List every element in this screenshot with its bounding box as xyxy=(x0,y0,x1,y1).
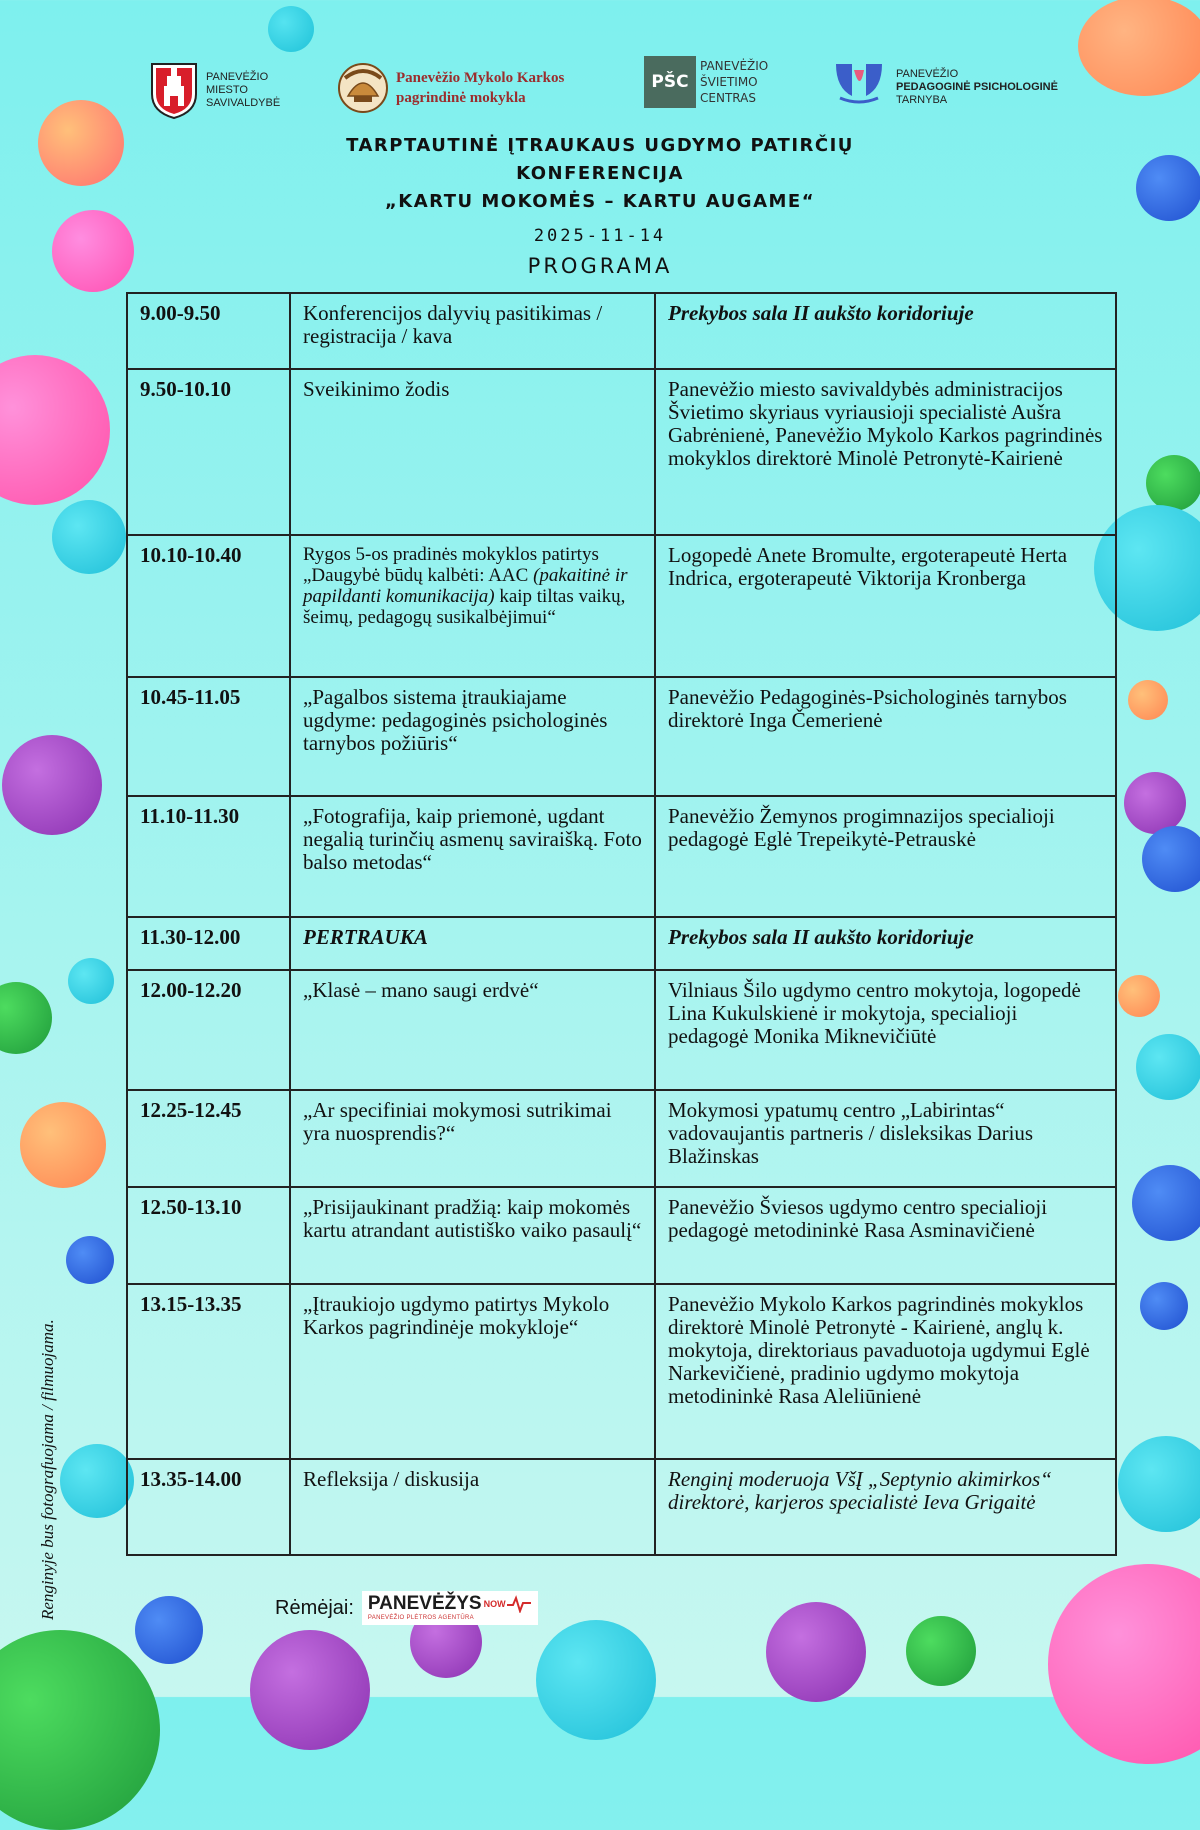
topic-part-italic: (pakaitinė ir papildanti komunikacija) xyxy=(303,565,628,607)
psc-abbr: PŠC xyxy=(651,72,689,92)
bubble xyxy=(1146,455,1200,511)
school-logo-line1: Panevėžio Mykolo Karkos xyxy=(396,70,565,86)
sponsor-now: NOW xyxy=(483,1599,506,1609)
row-topic: Konferencijos dalyvių pasitikimas / registracija / kava xyxy=(290,293,655,369)
table-row xyxy=(127,369,1116,535)
table-row xyxy=(127,293,1116,369)
row-speaker: Panevėžio Žemynos progimnazijos specialioji pedagogė Eglė Trepeikytė-Petrauskė xyxy=(655,796,1116,917)
logos-row xyxy=(0,52,1200,122)
program-heading: PROGRAMA xyxy=(527,254,673,278)
sponsors-label: Rėmėjai: xyxy=(275,1596,354,1619)
education-logo-line1: PANEVĖŽIO xyxy=(700,59,769,73)
bubble xyxy=(250,1630,370,1750)
row-speaker: Prekybos sala II aukšto koridoriuje xyxy=(655,917,1116,970)
row-topic: PERTRAUKA xyxy=(290,917,655,970)
row-time: 11.30-12.00 xyxy=(127,917,290,970)
sponsors xyxy=(275,1591,538,1625)
table-row xyxy=(127,796,1116,917)
row-speaker: Panevėžio Pedagoginės-Psichologinės tarnybos direktorė Inga Čemerienė xyxy=(655,677,1116,796)
table-row xyxy=(127,1459,1116,1555)
row-time: 10.10-10.40 xyxy=(127,535,290,677)
row-topic: Sveikinimo žodis xyxy=(290,369,655,535)
table-row xyxy=(127,535,1116,677)
table-row xyxy=(127,1284,1116,1459)
bubble xyxy=(20,1102,106,1188)
row-time: 13.35-14.00 xyxy=(127,1459,290,1555)
bubble xyxy=(268,6,314,52)
row-topic: „Prisijaukinant pradžią: kaip mokomės kartu atrandant autistiško vaiko pasaulį“ xyxy=(290,1187,655,1284)
education-logo-line3: CENTRAS xyxy=(700,91,756,105)
row-time: 9.00-9.50 xyxy=(127,293,290,369)
city-logo-line1: PANEVĖŽIO xyxy=(206,70,269,83)
bubble xyxy=(52,210,134,292)
row-speaker: Panevėžio miesto savivaldybės administracijos Švietimo skyriaus vyriausioji specialistė Aušra Gabrėnienė, Panevėžio Mykolo Karkos pagrindinės mokyklos direktorė Minolė Petronytė-Kairienė xyxy=(655,369,1116,535)
education-logo-line2: ŠVIETIMO xyxy=(700,75,758,89)
row-time: 12.00-12.20 xyxy=(127,970,290,1090)
row-topic: Refleksija / diskusija xyxy=(290,1459,655,1555)
bubble xyxy=(2,735,102,835)
education-center-logo xyxy=(644,56,768,108)
school-logo xyxy=(336,62,564,114)
row-time: 13.15-13.35 xyxy=(127,1284,290,1459)
row-time: 9.50-10.10 xyxy=(127,369,290,535)
school-logo-line2: pagrindinė mokykla xyxy=(396,90,526,106)
title-line3: „KARTU MOKOMĖS – KARTU AUGAME“ xyxy=(384,191,816,212)
bubble xyxy=(1132,1165,1200,1241)
conference-date: 2025-11-14 xyxy=(533,226,667,246)
row-speaker: Mokymosi ypatumų centro „Labirintas“ vadovaujantis partneris / disleksikas Darius Blažinskas xyxy=(655,1090,1116,1187)
program-table xyxy=(126,292,1117,1556)
row-topic: „Klasė – mano saugi erdvė“ xyxy=(290,970,655,1090)
bubble xyxy=(1128,680,1168,720)
ppt-emblem-icon xyxy=(830,58,888,104)
row-time: 10.45-11.05 xyxy=(127,677,290,796)
row-topic: „Įtraukiojo ugdymo patirtys Mykolo Karkos pagrindinėje mokykloje“ xyxy=(290,1284,655,1459)
pulse-line-icon xyxy=(506,1595,532,1613)
psc-badge xyxy=(644,56,696,108)
bubble xyxy=(52,500,126,574)
bubble xyxy=(536,1620,656,1740)
row-speaker: Vilniaus Šilo ugdymo centro mokytoja, logopedė Lina Kukulskienė ir mokytoja, specialioji pedagogė Monika Miknevičiūtė xyxy=(655,970,1116,1090)
city-logo xyxy=(148,60,280,120)
title-line1: TARPTAUTINĖ ĮTRAUKAUS UGDYMO PATIRČIŲ xyxy=(346,135,854,156)
row-speaker: Renginį moderuoja VšĮ „Septynio akimirkos“ direktorė, karjeros specialistė Ieva Grigaitė xyxy=(655,1459,1116,1555)
conference-title xyxy=(0,132,1200,216)
row-topic: „Ar specifiniai mokymosi sutrikimai yra nuosprendis?“ xyxy=(290,1090,655,1187)
topic-part: Rygos 5-os pradinės mokyklos patirtys „Daugybė būdų kalbėti: AAC xyxy=(303,544,599,586)
row-time: 12.25-12.45 xyxy=(127,1090,290,1187)
bubble xyxy=(0,982,52,1054)
row-speaker: Panevėžio Mykolo Karkos pagrindinės mokyklos direktorė Minolė Petronytė - Kairienė, anglų k. mokytoja, direktoriaus pavaduotoja ugdymui Eglė Narkevičienė, pradinio ugdymo mokytoja metodininkė Rasa Aleliūnienė xyxy=(655,1284,1116,1459)
row-topic: „Fotografija, kaip priemonė, ugdant negalią turinčių asmenų saviraišką. Foto balso metodas“ xyxy=(290,796,655,917)
bubble xyxy=(1142,826,1200,892)
ppt-logo-line1: PANEVĖŽIO xyxy=(896,68,959,80)
city-logo-line3: SAVIVALDYBĖ xyxy=(206,96,281,109)
table-row xyxy=(127,1090,1116,1187)
bubble xyxy=(0,1630,160,1830)
bubble xyxy=(766,1602,866,1702)
topic-part: kaip tiltas vaikų, šeimų, pedagogų susikalbėjimui“ xyxy=(303,586,626,628)
bubble xyxy=(1118,1436,1200,1532)
bubble xyxy=(1048,1564,1200,1764)
bubble xyxy=(1118,975,1160,1017)
ppt-logo xyxy=(830,54,1058,107)
school-emblem-icon xyxy=(336,62,390,114)
bubble xyxy=(1140,1282,1188,1330)
bubble xyxy=(1136,1034,1200,1100)
title-line2: KONFERENCIJA xyxy=(516,163,684,184)
sponsor-logo xyxy=(362,1591,538,1625)
bubble xyxy=(906,1616,976,1686)
row-speaker: Logopedė Anete Bromulte, ergoterapeutė Herta Indrica, ergoterapeutė Viktorija Kronberga xyxy=(655,535,1116,677)
city-logo-line2: MIESTO xyxy=(206,83,248,96)
city-coat-of-arms-icon xyxy=(148,60,200,120)
bubble xyxy=(68,958,114,1004)
bubble xyxy=(66,1236,114,1284)
row-speaker: Prekybos sala II aukšto koridoriuje xyxy=(655,293,1116,369)
row-time: 12.50-13.10 xyxy=(127,1187,290,1284)
sponsor-sub: PANEVĖŽIO PLĖTROS AGENTŪRA xyxy=(367,1615,474,1621)
bubble xyxy=(1124,772,1186,834)
photo-notice: Renginyje bus fotografuojama / filmuojama. xyxy=(38,1319,57,1620)
table-row xyxy=(127,917,1116,970)
table-row xyxy=(127,677,1116,796)
bubble xyxy=(0,355,110,505)
bubble xyxy=(60,1444,134,1518)
table-row xyxy=(127,970,1116,1090)
row-topic xyxy=(290,535,655,677)
row-speaker: Panevėžio Šviesos ugdymo centro specialioji pedagogė metodininkė Rasa Asminavičienė xyxy=(655,1187,1116,1284)
table-row xyxy=(127,1187,1116,1284)
ppt-logo-line3: TARNYBA xyxy=(896,94,948,106)
bubble xyxy=(135,1596,203,1664)
sponsor-name: PANEVĖŽYS xyxy=(367,1593,482,1614)
ppt-logo-line2: PEDAGOGINĖ PSICHOLOGINĖ xyxy=(896,81,1058,93)
row-topic: „Pagalbos sistema įtraukiajame ugdyme: pedagoginės psichologinės tarnybos požiūris“ xyxy=(290,677,655,796)
row-time: 11.10-11.30 xyxy=(127,796,290,917)
